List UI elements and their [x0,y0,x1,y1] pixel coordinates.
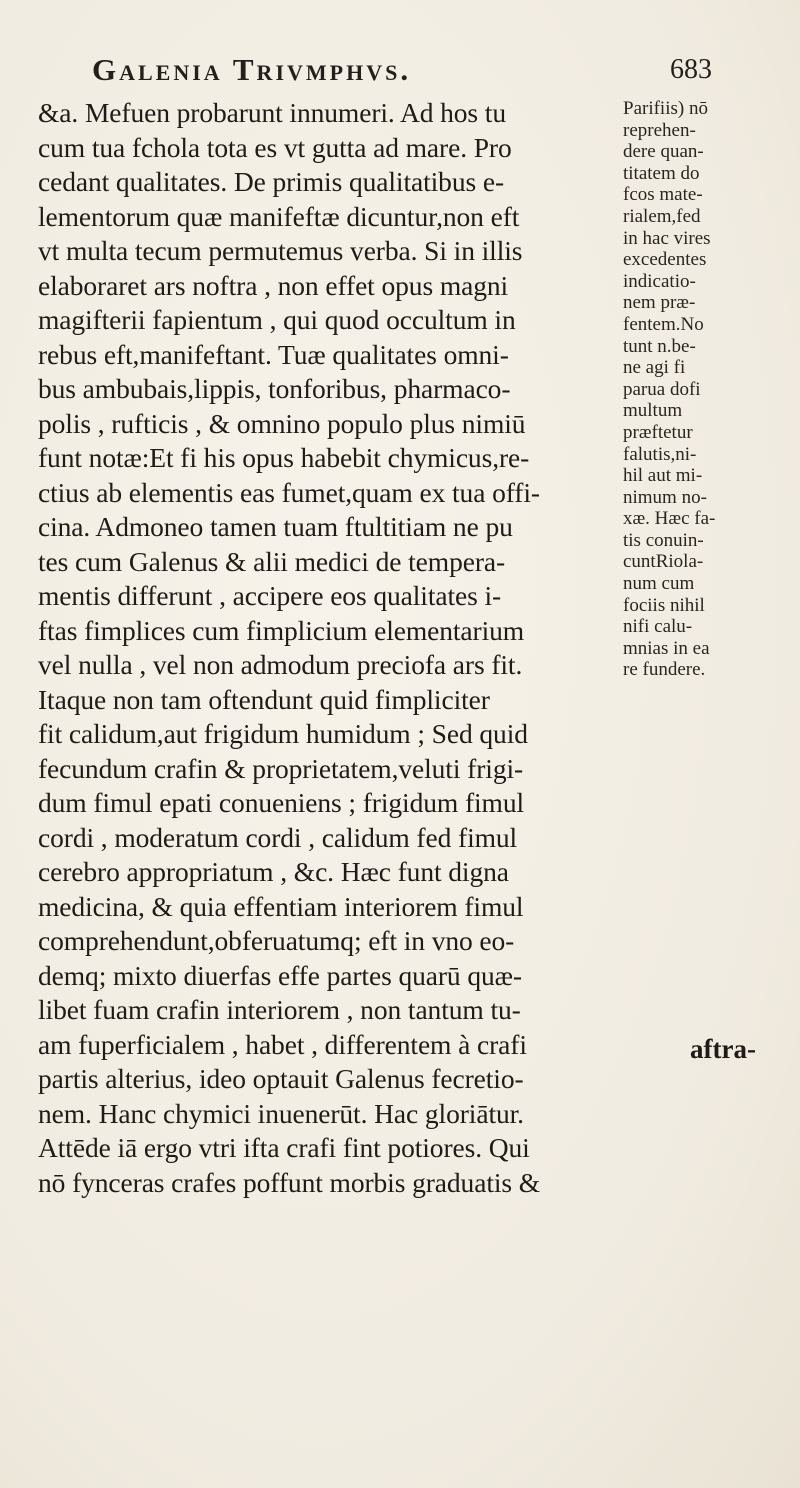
text-line: libet fuam crafin interiorem , non tantum tu- [38,994,521,1025]
text-line: cum tua fchola tota es vt gutta ad mare. Pro [38,131,512,163]
text-line: polis , rufticis , & omnino populo plus nimiū [38,407,526,439]
text-line: nem. Hanc chymici inuenerūt. Hac gloriātur. [38,1097,524,1129]
text-line: cedant qualitates. De primis qualitatibus e- [38,166,505,197]
margin-note-line: fentem.No [623,313,704,335]
margin-note-line: parua dofi [623,378,701,400]
main-text-column [38,96,618,1200]
margin-note-line: Parifiis) nō [623,98,708,119]
text-line: bus ambubais,lippis, tonforibus, pharmaco- [38,373,511,404]
margin-note-line: fcos mate- [623,184,703,206]
text-line: elaboraret ars noftra , non effet opus magni [38,269,509,301]
text-line: cina. Admoneo tamen tuam ftultitiam ne pu [38,511,513,542]
margin-note-line: nem præ- [623,292,696,314]
text-line: rebus eft,manifeftant. Tuæ qualitates omni- [38,338,509,370]
text-line: dum fimul epati conueniens ; frigidum fimul [38,787,525,818]
text-line: Itaque non tam oftendunt quid fimpliciter [38,683,490,715]
margin-note-line: in hac vires [623,227,711,249]
running-head-title: Galenia Trivmphvs. [92,52,412,87]
text-line: mentis differunt , accipere eos qualitates i- [38,580,502,611]
text-line: ctius ab elementis eas fumet,quam ex tua offi- [38,476,540,508]
margin-note-line: dere quan- [623,141,704,163]
text-line: Attēde iā ergo vtri ifta crafi fint potiores. Qui [38,1132,530,1163]
text-line: cordi , moderatum cordi , calidum fed fimul [38,821,518,853]
margin-note-line: mnias in ea [623,637,710,659]
margin-note-line: falutis,ni- [623,443,697,465]
margin-note-line: nifi calu- [623,616,693,638]
text-line: nō fynceras crafes poffunt morbis graduatis & [38,1166,541,1198]
margin-note-line: xæ. Hæc fa- [623,508,716,530]
margin-note-line: tis conuin- [623,529,704,551]
text-line: funt notæ:Et fi his opus habebit chymicus,re- [38,442,530,473]
text-line: fecundum crafin & proprietatem,veluti frigi- [38,752,524,784]
text-line: medicina, & quia effentiam interiorem fimul [38,890,524,922]
margin-note-line: indicatio- [623,270,696,292]
margin-note-line: titatem do [623,162,700,184]
margin-note-line: excedentes [623,249,707,271]
text-line: demq; mixto diuerfas effe partes quarū quæ- [38,959,522,991]
text-line: fit calidum,aut frigidum humidum ; Sed quid [38,718,528,749]
margin-note-line: ne agi fi [623,357,686,379]
text-line: ftas fimplices cum fimplicium elementarium [38,614,525,646]
running-head [92,52,712,96]
margin-notes-column [623,98,783,681]
text-line: lementorum quæ manifeftæ dicuntur,non eft [38,200,520,232]
margin-note-line: tunt n.be- [623,335,696,357]
text-line: tes cum Galenus & alii medici de tempera- [38,545,506,577]
margin-note-line: re fundere. [623,659,706,681]
margin-note-line: cuntRiola- [623,551,704,573]
margin-note-line: reprehen- [623,119,696,141]
text-line: cerebro appropriatum , &c. Hæc funt digna [38,856,509,887]
margin-note-line: fociis nihil [623,594,705,616]
text-line: &a. Mefuen probarunt innumeri. Ad hos tu [38,97,506,128]
text-line: am fuperficialem , habet , differentem à crafi [38,1028,527,1060]
margin-note-line: rialem,fed [623,205,701,227]
margin-note-line: multum [623,400,683,422]
text-line: magifterii fapientum , qui quod occultum in [38,304,516,335]
margin-note-line: hil aut mi- [623,465,703,487]
text-line: partis alterius, ideo optauit Galenus fecretio- [38,1063,524,1094]
text-line: vel nulla , vel non admodum preciofa ars fit. [38,649,523,680]
margin-note-line: nimum no- [623,486,707,508]
page-number: 683 [670,54,712,85]
margin-note-line: præftetur [623,421,693,443]
catchword: aftra- [690,1034,756,1064]
text-line: vt multa tecum permutemus verba. Si in illis [38,235,523,266]
margin-note-line: num cum [623,573,695,595]
text-line: comprehendunt,obferuatumq; eft in vno eo- [38,925,515,956]
